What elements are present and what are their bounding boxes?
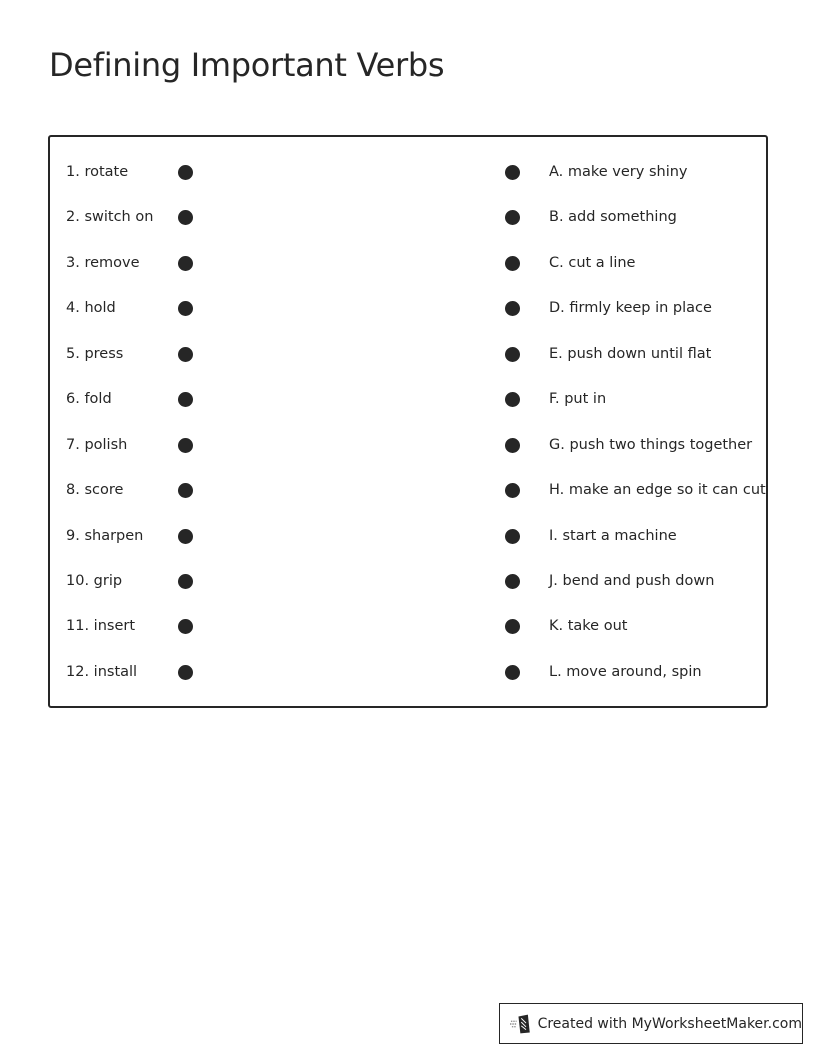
definition-connector-dot[interactable] [505, 347, 520, 362]
worksheet-maker-logo-icon [510, 1013, 533, 1035]
term-label: 3. remove [66, 255, 140, 271]
term-label: 7. polish [66, 437, 128, 453]
definition-connector-dot[interactable] [505, 619, 520, 634]
definition-label: I. start a machine [549, 528, 677, 544]
footer-text: Created with MyWorksheetMaker.com [537, 1015, 802, 1032]
term-label: 9. sharpen [66, 528, 144, 544]
term-connector-dot[interactable] [178, 619, 193, 634]
term-label: 8. score [66, 482, 124, 498]
term-connector-dot[interactable] [178, 301, 193, 316]
definition-label: B. add something [549, 209, 677, 225]
term-label: 5. press [66, 346, 124, 362]
definition-connector-dot[interactable] [505, 210, 520, 225]
term-label: 10. grip [66, 573, 123, 589]
term-connector-dot[interactable] [178, 165, 193, 180]
definition-connector-dot[interactable] [505, 256, 520, 271]
definition-label: G. push two things together [549, 437, 753, 453]
definition-connector-dot[interactable] [505, 574, 520, 589]
page-title: Defining Important Verbs [49, 46, 445, 84]
definition-label: E. push down until flat [549, 346, 712, 362]
term-label: 12. install [66, 664, 138, 680]
definition-connector-dot[interactable] [505, 438, 520, 453]
definition-connector-dot[interactable] [505, 165, 520, 180]
definition-label: D. firmly keep in place [549, 300, 712, 316]
definition-label: F. put in [549, 391, 607, 407]
definition-label: H. make an edge so it can cut [549, 482, 766, 498]
term-connector-dot[interactable] [178, 210, 193, 225]
term-label: 2. switch on [66, 209, 154, 225]
term-connector-dot[interactable] [178, 529, 193, 544]
definition-connector-dot[interactable] [505, 483, 520, 498]
term-label: 11. insert [66, 618, 136, 634]
term-connector-dot[interactable] [178, 574, 193, 589]
definition-label: J. bend and push down [549, 573, 715, 589]
definition-label: L. move around, spin [549, 664, 702, 680]
definition-connector-dot[interactable] [505, 529, 520, 544]
term-connector-dot[interactable] [178, 392, 193, 407]
definition-label: K. take out [549, 618, 628, 634]
definition-connector-dot[interactable] [505, 665, 520, 680]
definition-label: C. cut a line [549, 255, 636, 271]
term-connector-dot[interactable] [178, 665, 193, 680]
definition-label: A. make very shiny [549, 164, 688, 180]
term-label: 1. rotate [66, 164, 129, 180]
term-label: 4. hold [66, 300, 116, 316]
definition-connector-dot[interactable] [505, 301, 520, 316]
term-connector-dot[interactable] [178, 256, 193, 271]
footer-badge[interactable] [499, 1003, 803, 1044]
term-label: 6. fold [66, 391, 112, 407]
definition-connector-dot[interactable] [505, 392, 520, 407]
term-connector-dot[interactable] [178, 347, 193, 362]
term-connector-dot[interactable] [178, 483, 193, 498]
term-connector-dot[interactable] [178, 438, 193, 453]
